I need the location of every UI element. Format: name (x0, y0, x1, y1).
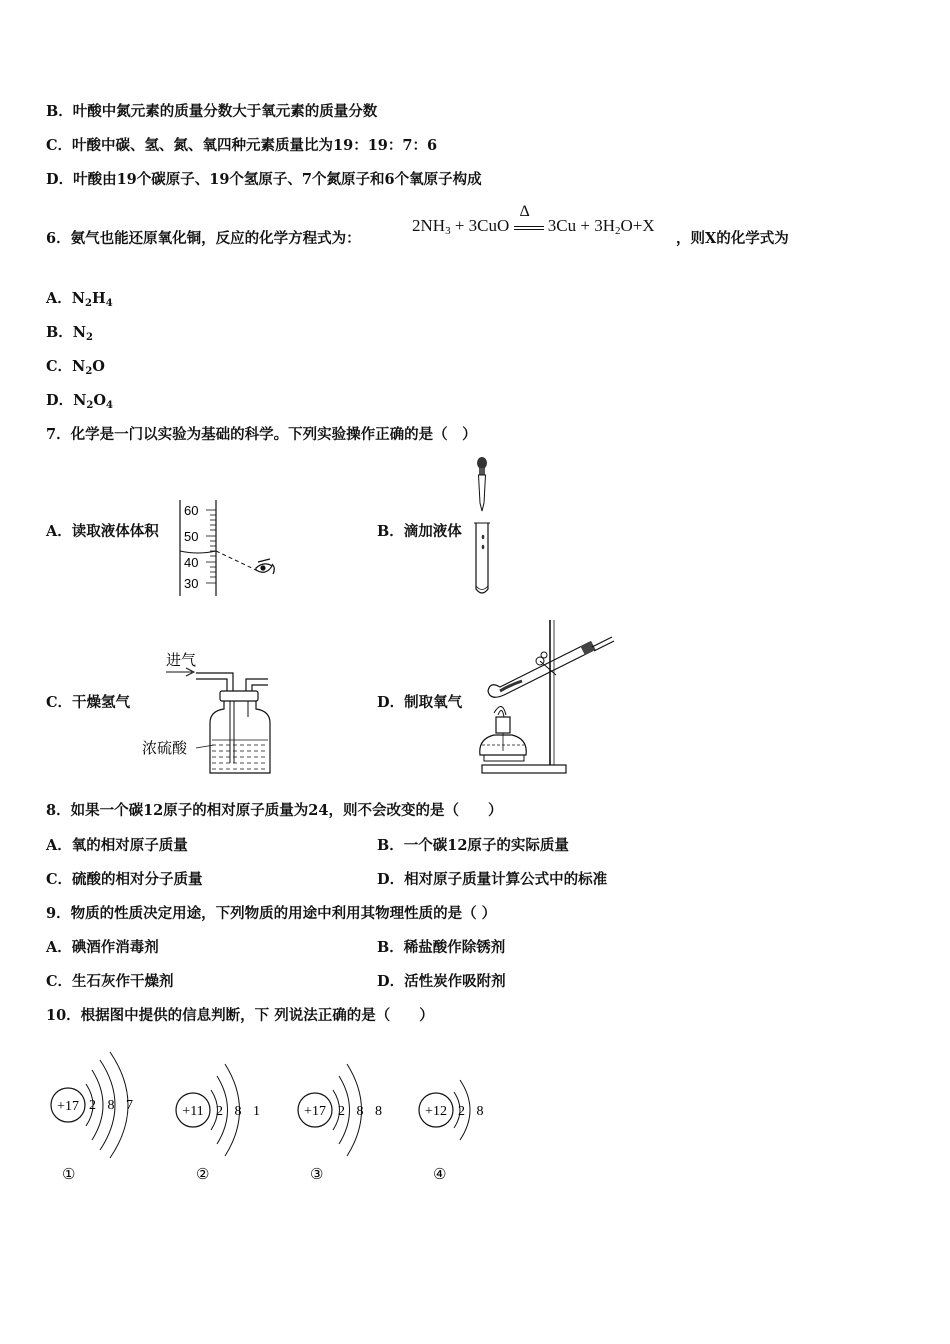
q7-option-d: D．制取氧气 (377, 694, 463, 711)
q8-option-b: B．一个碳12原子的实际质量 (377, 837, 569, 854)
electron-shells: 2 8 1 (216, 1104, 264, 1119)
nucleus-charge: +11 (182, 1104, 204, 1119)
q6-stem-end: ，则X的化学式为 (676, 230, 789, 247)
test-tube-icon (474, 523, 490, 593)
tick-40: 40 (184, 555, 199, 570)
alcohol-lamp-icon (480, 706, 526, 761)
atom-diagram-4 (419, 1080, 488, 1183)
electron-shells: 2 8 8 (338, 1104, 386, 1119)
acid-label: 浓硫酸 (142, 740, 188, 757)
q6-stem: 6．氨气也能还原氧化铜，反应的化学方程式为： (46, 230, 361, 247)
graduated-cylinder-figure (172, 498, 282, 600)
q7-option-c: C．干燥氢气 (46, 694, 131, 711)
test-tube-icon (488, 637, 614, 697)
q9-option-d: D．活性炭作吸附剂 (377, 973, 506, 990)
atom-diagram-3 (298, 1064, 386, 1183)
atom-label: ③ (310, 1167, 324, 1183)
atom-label: ② (196, 1167, 210, 1183)
eye-icon (256, 559, 274, 574)
q8-option-d: D．相对原子质量计算公式中的标准 (377, 871, 608, 888)
q6-option-c: C．$N_2O$ (46, 358, 105, 377)
atom-diagram-1 (51, 1052, 137, 1183)
q6-option-a: A．$N_2H_4$ (46, 290, 113, 309)
dropper-icon (477, 457, 487, 511)
q9-option-a: A．碘酒作消毒剂 (46, 939, 159, 956)
q6-equation: $2NH_3 + 3CuO$ Δ $3Cu + 3H_2O+X$ (412, 203, 655, 237)
q5-option-d: D．叶酸由19个碳原子、19个氢原子、7个氮原子和6个氧原子构成 (46, 171, 482, 188)
q8-stem: 8．如果一个碳12原子的相对原子质量为24，则不会改变的是（ ） (46, 802, 503, 819)
atom-structure-diagrams (40, 1040, 520, 1190)
q6-option-b: B．$N_2$ (46, 324, 93, 343)
nucleus-charge: +17 (57, 1099, 79, 1114)
tick-30: 30 (184, 576, 199, 591)
gas-in-label: 进气 (166, 652, 197, 669)
oxygen-preparation-figure (470, 615, 620, 780)
nucleus-charge: +17 (304, 1104, 326, 1119)
atom-label: ① (62, 1167, 76, 1183)
q7-option-b: B．滴加液体 (377, 523, 462, 540)
electron-shells: 2 8 (458, 1104, 488, 1119)
q10-stem: 10．根据图中提供的信息判断，下 列说法正确的是（ ） (46, 1007, 434, 1024)
reaction-arrow (514, 203, 544, 237)
q7-stem: 7．化学是一门以实验为基础的科学。下列实验操作正确的是（ ） (46, 426, 477, 443)
q7-option-a: A．读取液体体积 (46, 523, 159, 540)
q5-option-c: C．叶酸中碳、氢、氮、氧四种元素质量比为19：19：7：6 (46, 137, 438, 154)
q8-option-c: C．硫酸的相对分子质量 (46, 871, 203, 888)
nucleus-charge: +12 (425, 1104, 447, 1119)
q9-option-c: C．生石灰作干燥剂 (46, 973, 174, 990)
q6-option-d: D．$N_2O_4$ (46, 392, 113, 411)
tick-60: 60 (184, 503, 199, 518)
dropper-testtube-figure (465, 455, 505, 600)
q5-option-b: B．叶酸中氮元素的质量分数大于氧元素的质量分数 (46, 103, 378, 120)
electron-shells: 2 8 7 (89, 1098, 137, 1113)
q9-option-b: B．稀盐酸作除锈剂 (377, 939, 506, 956)
tick-50: 50 (184, 529, 199, 544)
heat-symbol: Δ (519, 203, 530, 221)
q8-option-a: A．氧的相对原子质量 (46, 837, 188, 854)
atom-label: ④ (433, 1167, 447, 1183)
q9-stem: 9．物质的性质决定用途，下列物质的用途中利用其物理性质的是（ ） (46, 905, 497, 922)
gas-washing-bottle-figure (140, 645, 280, 780)
atom-diagram-2 (176, 1064, 264, 1183)
